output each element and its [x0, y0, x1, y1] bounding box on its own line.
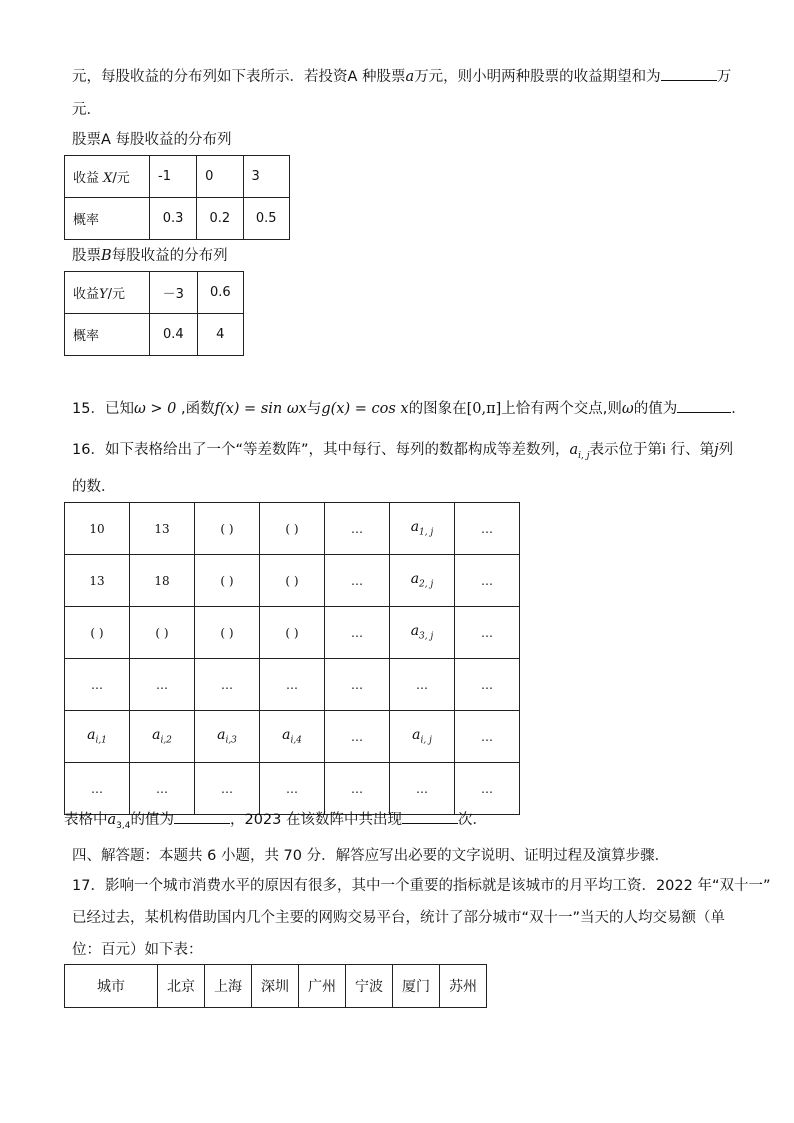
function-f: f(x) = sin ωx [214, 401, 307, 417]
intro-text-end: 万 [716, 69, 732, 85]
var-a: a [405, 69, 415, 85]
tableA-cell: -1 [150, 156, 197, 198]
tableB-row2-label: 概率 [65, 314, 150, 356]
matrix-cell: … [65, 659, 130, 711]
matrix-cell: ( ) [195, 503, 260, 555]
matrix-cell: … [260, 659, 325, 711]
matrix-cell: 13 [65, 555, 130, 607]
matrix-row [65, 711, 520, 763]
city-cell: 深圳 [252, 965, 299, 1008]
matrix-cell: … [455, 659, 520, 711]
matrix-cell: ( ) [130, 607, 195, 659]
matrix-row [65, 763, 520, 815]
tableB-caption: 股票B每股收益的分布列 [72, 248, 228, 264]
tableA-cell: 0.3 [150, 198, 197, 240]
answer-blank-count[interactable] [402, 809, 458, 824]
matrix-cell: … [130, 763, 195, 815]
answer-blank-a34[interactable] [174, 809, 230, 824]
matrix-cell: … [325, 607, 390, 659]
matrix-cell: ( ) [260, 607, 325, 659]
tableA-caption: 股票A 每股收益的分布列 [72, 132, 232, 148]
matrix-row [65, 607, 520, 659]
matrix-cell: ( ) [260, 555, 325, 607]
tableB-cell: －3 [150, 272, 198, 314]
tableA-cell: 3 [243, 156, 289, 198]
omega-condition: ω > 0 [133, 401, 177, 417]
tableA-cell: 0 [197, 156, 243, 198]
matrix-cell: … [195, 659, 260, 711]
city-table [64, 964, 487, 1008]
question-16-line-1: 16．如下表格给出了一个“等差数阵”，其中每行、每列的数都构成等差数列，$a_{i, j}$表示位于第i 行、第j列 [72, 442, 734, 461]
question-16-line-2: 的数． [72, 479, 116, 495]
matrix-cell: … [325, 763, 390, 815]
intro-text-a: 元，每股收益的分布列如下表所示．若投资A 种股票 [72, 69, 406, 85]
matrix-cell: … [390, 763, 455, 815]
matrix-cell: … [455, 763, 520, 815]
function-g: g(x) = cos x [321, 401, 409, 417]
matrix-cell: $a_{2, j}$ [390, 555, 455, 607]
tableB-cell: 0.4 [150, 314, 198, 356]
answer-blank-q15[interactable] [677, 398, 731, 413]
matrix-row [65, 659, 520, 711]
arithmetic-matrix-table [64, 502, 520, 815]
matrix-cell: $a_{i,1}$ [65, 711, 130, 763]
question-17-line-2: 已经过去，某机构借助国内几个主要的网购交易平台，统计了部分城市“双十一”当天的人均交易额（单 [72, 910, 726, 926]
question-16-answer-line: 表格中$a_{3,4}$的值为 ，2023 在该数阵中共出现 次． [64, 809, 487, 836]
stock-b-distribution-table [64, 271, 244, 356]
tableA-cell: 0.2 [197, 198, 243, 240]
matrix-cell: … [455, 503, 520, 555]
intro-text-b: 万元，则小明两种股票的收益期望和为 [414, 69, 661, 85]
section-4-heading: 四、解答题：本题共 6 小题，共 70 分．解答应写出必要的文字说明、证明过程及演算步骤． [72, 848, 670, 864]
city-cell: 苏州 [440, 965, 487, 1008]
tableA-row2-label: 概率 [65, 198, 150, 240]
matrix-cell: 13 [130, 503, 195, 555]
tableA-row1-label: 收益 X/元 [65, 156, 150, 198]
matrix-cell: $a_{i,4}$ [260, 711, 325, 763]
matrix-cell: $a_{i,3}$ [195, 711, 260, 763]
matrix-cell: $a_{1, j}$ [390, 503, 455, 555]
matrix-cell: $a_{i,2}$ [130, 711, 195, 763]
matrix-cell: ( ) [65, 607, 130, 659]
tableB-row1-label: 收益Y/元 [65, 272, 150, 314]
matrix-cell: ( ) [195, 607, 260, 659]
city-cell: 北京 [158, 965, 205, 1008]
city-cell: 厦门 [393, 965, 440, 1008]
interval: [0,π] [466, 401, 502, 417]
city-header: 城市 [65, 965, 158, 1008]
question-17-line-3: 位：百元）如下表： [72, 942, 203, 958]
matrix-cell: … [65, 763, 130, 815]
matrix-cell: … [390, 659, 455, 711]
matrix-cell: … [455, 711, 520, 763]
matrix-cell: … [325, 659, 390, 711]
matrix-cell: … [325, 555, 390, 607]
matrix-cell: … [130, 659, 195, 711]
answer-blank-expectation[interactable] [661, 66, 717, 81]
matrix-row [65, 555, 520, 607]
question-17-line-1: 17．影响一个城市消费水平的原因有很多，其中一个重要的指标就是该城市的月平均工资．2022 年“双十一” [72, 878, 771, 894]
matrix-cell: $a_{i, j}$ [390, 711, 455, 763]
tableB-cell: 0.6 [197, 272, 243, 314]
matrix-cell: … [195, 763, 260, 815]
stock-a-distribution-table [64, 155, 290, 240]
matrix-cell: … [260, 763, 325, 815]
matrix-cell: ( ) [260, 503, 325, 555]
matrix-cell: $a_{3, j}$ [390, 607, 455, 659]
intro-line-2: 元． [72, 102, 101, 118]
city-cell: 宁波 [346, 965, 393, 1008]
matrix-row [65, 503, 520, 555]
question-15: 15．已知ω > 0 ,函数f(x) = sin ωx与g(x) = cos x的图象在[0,π]上恰有两个交点,则ω的值为 ． [72, 398, 746, 419]
tableB-cell: 4 [197, 314, 243, 356]
tableA-cell: 0.5 [243, 198, 289, 240]
matrix-cell: 10 [65, 503, 130, 555]
matrix-cell: … [325, 711, 390, 763]
matrix-cell: 18 [130, 555, 195, 607]
intro-line-1 [72, 66, 731, 87]
matrix-cell: … [325, 503, 390, 555]
matrix-cell: … [455, 607, 520, 659]
matrix-cell: … [455, 555, 520, 607]
matrix-cell: ( ) [195, 555, 260, 607]
city-cell: 上海 [205, 965, 252, 1008]
city-cell: 广州 [299, 965, 346, 1008]
